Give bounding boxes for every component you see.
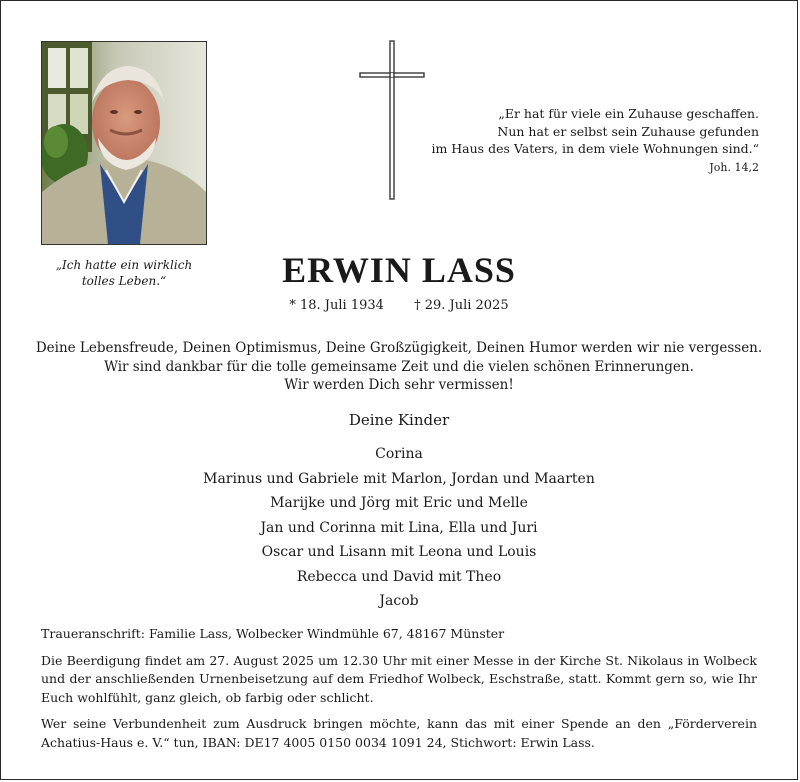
bible-quote xyxy=(399,105,759,176)
photo-caption-line: „Ich hatte ein wirklich xyxy=(55,258,193,272)
birth-date: * 18. Juli 1934 xyxy=(289,298,384,313)
death-date: † 29. Juli 2025 xyxy=(414,298,509,313)
mourning-address: Traueranschrift: Familie Lass, Wolbecker Windmühle 67, 48167 Münster xyxy=(41,626,505,641)
family-line: Rebecca und David mit Theo xyxy=(296,568,502,585)
family-line: Oscar und Lisann mit Leona und Louis xyxy=(261,544,537,560)
funeral-details: Die Beerdigung findet am 27. August 2025 um 12.30 Uhr mit einer Messe in der Kirche St. Nikolaus in Wolbeck und der anschließenden Urnenbeisetzung auf dem Friedhof Wolbeck, Eschstraße, statt. Kommt gern so, wie Ihr Euch wohlfühlt, ganz gleich, ob farbig oder schlicht. xyxy=(41,652,757,705)
quote-line: Nun hat er selbst sein Zuhause gefunden xyxy=(497,123,759,139)
quote-line: im Haus des Vaters, in dem viele Wohnungen sind.“ xyxy=(431,141,759,156)
family-line: Marinus und Gabriele mit Marlon, Jordan und Maarten xyxy=(203,470,595,487)
deceased-name: ERWIN LASS xyxy=(282,250,516,290)
family-line: Jacob xyxy=(379,593,419,609)
portrait-image xyxy=(42,42,206,244)
quote-line: „Er hat für viele ein Zuhause geschaffen. xyxy=(498,106,759,121)
footer-information xyxy=(41,625,757,760)
farewell-message xyxy=(1,339,797,395)
signature-heading: Deine Kinder xyxy=(348,411,450,429)
quote-reference: Joh. 14,2 xyxy=(709,160,759,174)
message-line: Wir werden Dich sehr vermissen! xyxy=(284,377,514,393)
life-dates xyxy=(1,298,797,313)
family-list xyxy=(1,442,797,614)
donation-details: Wer seine Verbundenheit zum Ausdruck bringen möchte, kann das mit einer Spende an den „Förderverein Achatius-Haus e. V.“ tun, IBAN: DE17 4005 0150 0034 1091 24, Stichwort: Erwin Lass. xyxy=(41,716,757,750)
photo-caption-line: tolles Leben.“ xyxy=(81,274,167,288)
message-line: Deine Lebensfreude, Deinen Optimismus, Deine Großzügigkeit, Deinen Humor werden wir nie vergessen. xyxy=(35,340,763,356)
message-line: Wir sind dankbar für die tolle gemeinsame Zeit und die vielen schönen Erinnerungen. xyxy=(104,358,694,375)
family-line: Corina xyxy=(375,446,423,462)
family-line: Jan und Corinna mit Lina, Ella und Juri xyxy=(260,519,538,536)
portrait-photo xyxy=(41,41,207,245)
family-line: Marijke und Jörg mit Eric und Melle xyxy=(270,495,528,511)
